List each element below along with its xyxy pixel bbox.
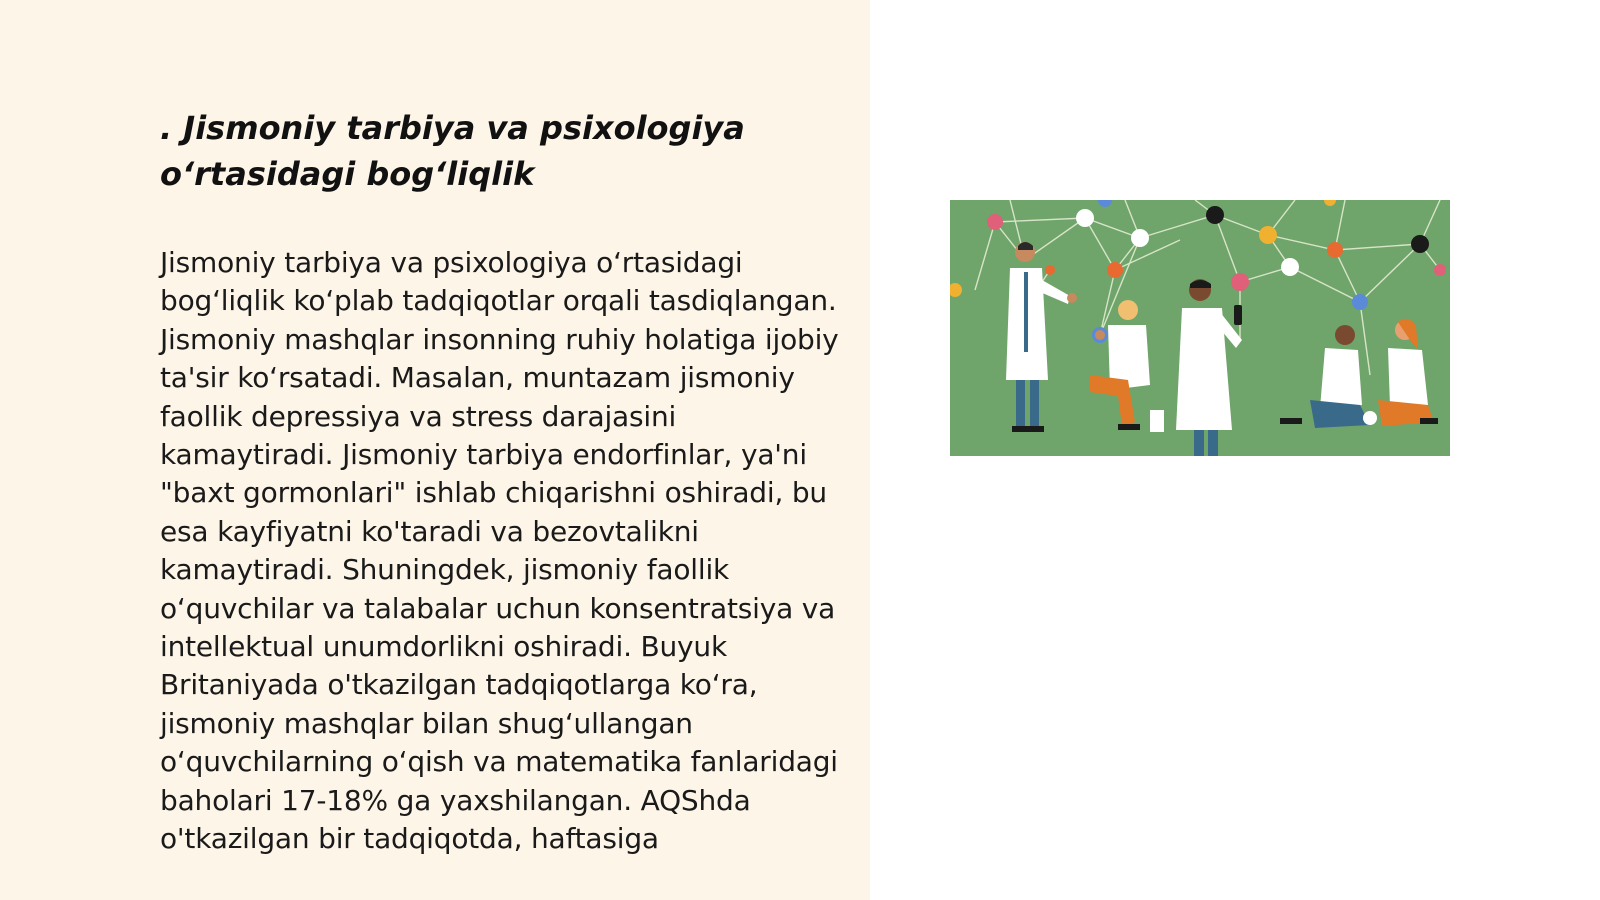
scientists-network-illustration [950,200,1450,456]
slide-body-text: Jismoniy tarbiya va psixologiya o‘rtasidagi bog‘liqlik ko‘plab tadqiqotlar orqali tasdiqlangan. Jismoniy mashqlar insonning ruhiy holatiga ijobiy ta'sir ko‘rsatadi. Masalan, muntazam jismoniy faollik depressiya va stress darajasini kamaytiradi. Jismoniy tarbiya endorfinlar, ya'ni "baxt gormonlari" ishlab chiqarishni oshiradi, bu esa kayfiyatni ko'taradi va bezovtalikni kamaytiradi. Shuningdek, jismoniy faollik o‘quvchilar va talabalar uchun konsentratsiya va intellektual unumdorlikni oshiradi. Buyuk Britaniyada o'tkazilgan tadqiqotlarga ko‘ra, jismoniy mashqlar bilan shug‘ullangan o‘quvchilarning o‘qish va matematika fanlaridagi baholari 17-18% ga yaxshilangan. AQShda o'tkazilgan bir tadqiqotda, haftasiga [160,246,839,856]
illustration-graphic [950,200,1450,456]
slide-title: . Jismoniy tarbiya va psixologiya o‘rtasidagi bog‘liqlik [160,109,745,193]
